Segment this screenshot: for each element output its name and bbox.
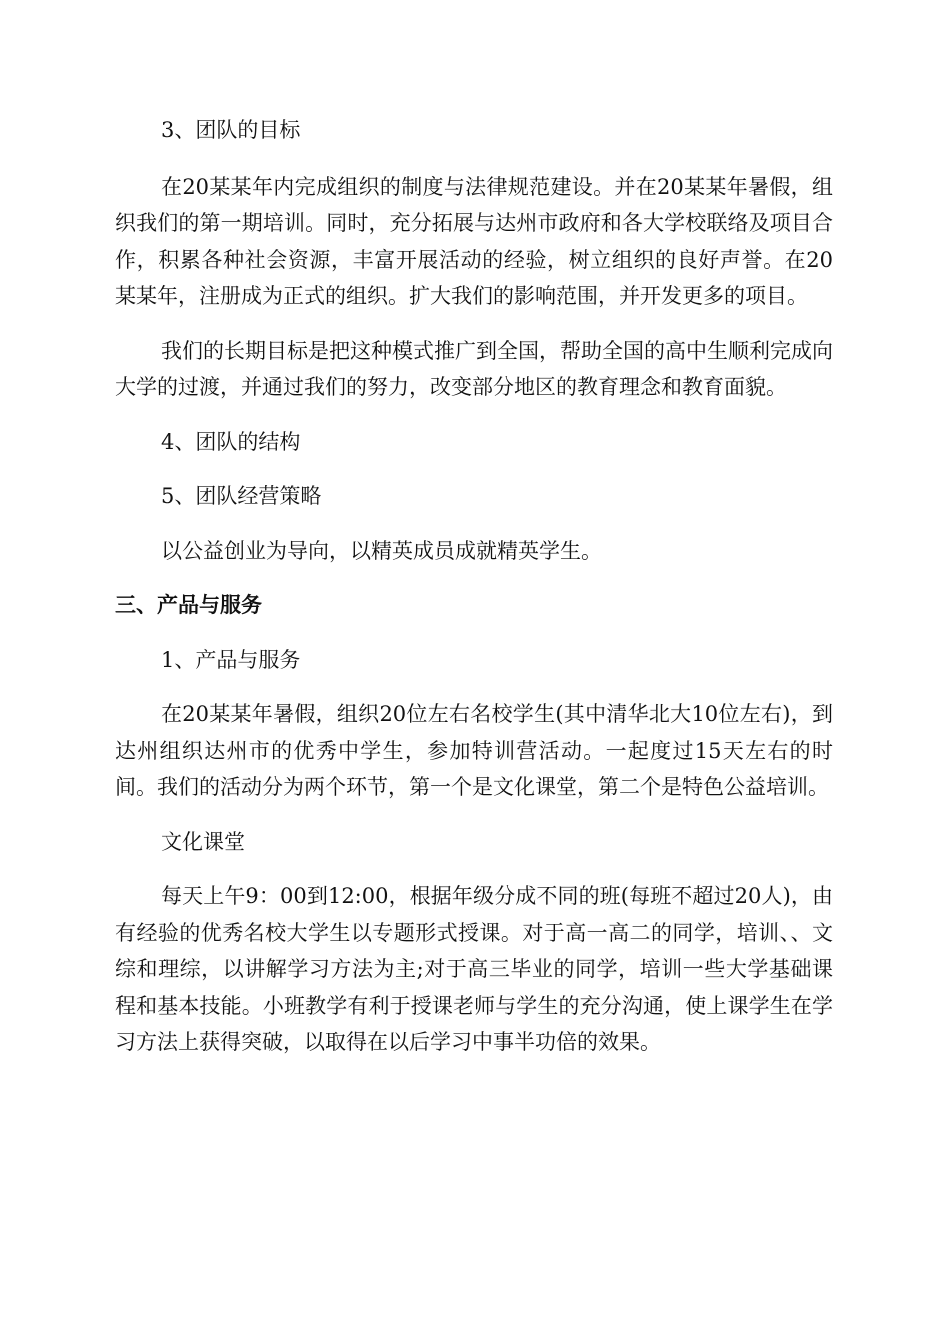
subheading-business-strategy: 5、团队经营策略 [161, 484, 322, 508]
paragraph-culture-class-detail: 每天上午9：00到12:00，根据年级分成不同的班(每班不超过20人)，由有经验的优秀名校大学生以专题形式授课。对于高一高二的同学，培训、、文综和理综，以讲解学习方法为主;对于高三毕业的同学，培训一些大学基础课程和基本技能。小班教学有利于授课老师与学生的充分沟通，使上课学生在学习方法上获得突破，以取得在以后学习中事半功倍的效果。 [115, 884, 833, 1054]
subheading-team-structure: 4、团队的结构 [161, 429, 301, 454]
document-page [115, 112, 833, 1079]
subheading-culture-class: 文化课堂 [161, 829, 245, 854]
paragraph-summer-camp: 在20某某年暑假，组织20位左右名校学生(其中清华北大10位左右)，到达州组织达州市的优秀中学生，参加特训营活动。一起度过15天左右的时间。我们的活动分为两个环节，第一个是文化课堂，第二个是特色公益培训。 [115, 702, 833, 799]
paragraph-strategy: 以公益创业为导向，以精英成员成就精英学生。 [161, 538, 602, 563]
subheading-products-services: 1、产品与服务 [161, 647, 301, 672]
paragraph-long-term-goal: 我们的长期目标是把这种模式推广到全国，帮助全国的高中生顺利完成向大学的过渡，并通过我们的努力，改变部分地区的教育理念和教育面貌。 [115, 338, 833, 399]
subheading-team-goals: 3、团队的目标 [161, 118, 301, 142]
paragraph-goals-detail: 在20某某年内完成组织的制度与法律规范建设。并在20某某年暑假，组织我们的第一期培训。同时，充分拓展与达州市政府和各大学校联络及项目合作，积累各种社会资源，丰富开展活动的经验，树立组织的良好声誉。在20某某年，注册成为正式的组织。扩大我们的影响范围，并开发更多的项目。 [115, 174, 833, 308]
section-heading-products-services: 三、产品与服务 [115, 593, 262, 617]
